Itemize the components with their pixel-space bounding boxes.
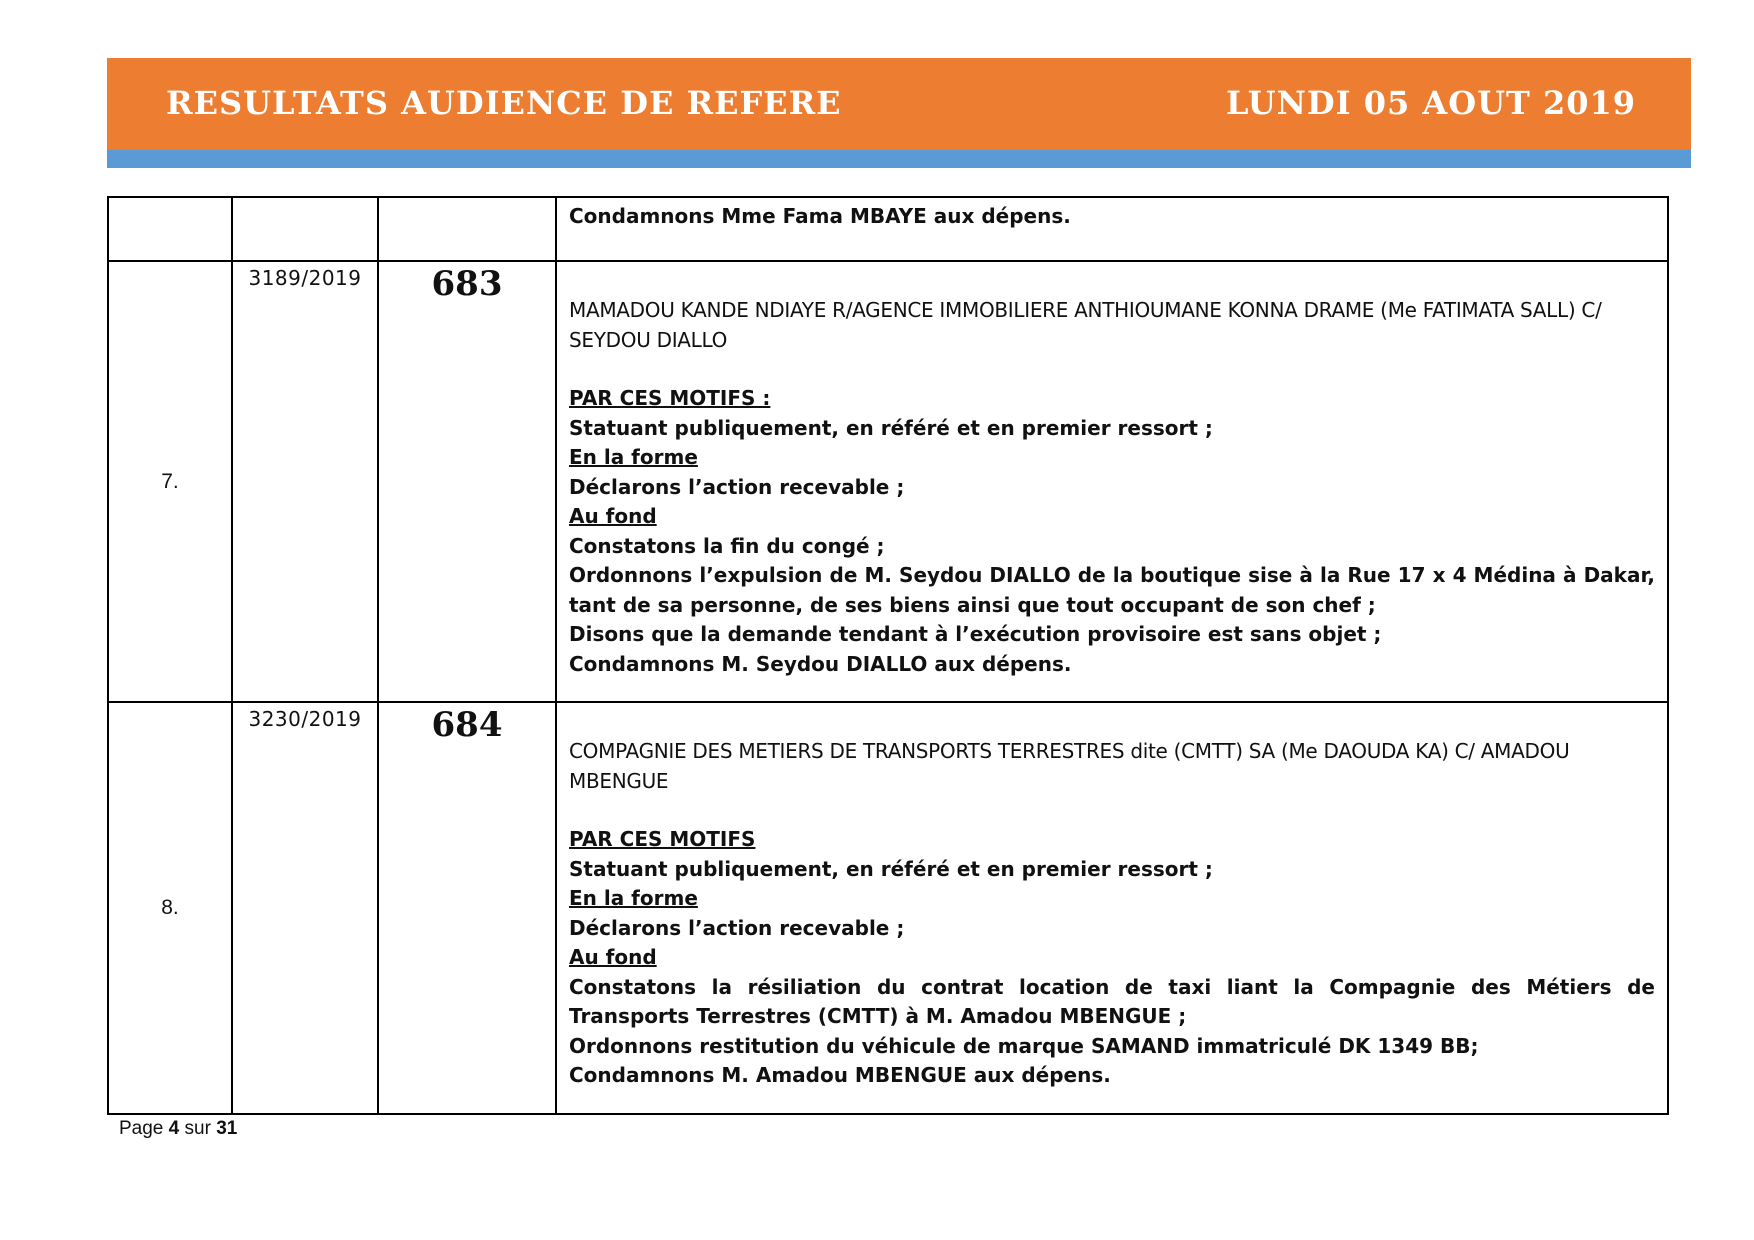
dispositif-line: Condamnons M. Seydou DIALLO aux dépens.: [569, 651, 1072, 676]
ordonnance-cell: [378, 197, 556, 261]
decision-cell: [556, 261, 1668, 702]
num-cell: [108, 197, 232, 261]
motifs-heading: PAR CES MOTIFS: [569, 827, 756, 851]
page-footer: [119, 1118, 237, 1140]
decision-cell: [556, 197, 1668, 261]
parties-text: COMPAGNIE DES METIERS DE TRANSPORTS TERRESTRES dite (CMTT) SA (Me DAOUDA KA) C/ AMADOU MBENGUE: [569, 739, 1570, 793]
dispositif-line: Condamnons M. Amadou MBENGUE aux dépens.: [569, 1063, 1111, 1087]
forme-heading: En la forme: [569, 445, 698, 469]
rg-cell: [232, 197, 378, 261]
forme-heading: En la forme: [569, 886, 698, 910]
dispositif-line: Ordonnons restitution du véhicule de marque SAMAND immatriculé DK 1349 BB;: [569, 1033, 1479, 1058]
total-pages: 31: [216, 1118, 238, 1139]
page-word: Page: [119, 1118, 164, 1139]
table-row: [108, 702, 1668, 1114]
fond-heading: Au fond: [569, 945, 657, 969]
row-number: 8.: [108, 702, 232, 1114]
continuation-row: [108, 197, 1668, 261]
ordonnance-number: 684: [378, 702, 556, 1114]
fond-heading: Au fond: [569, 504, 657, 528]
dispositif-line: Disons que la demande tendant à l’exécution provisoire est sans objet ;: [569, 622, 1382, 646]
rg-number: 3230/2019: [232, 702, 378, 1114]
table-row: [108, 261, 1668, 702]
rg-number: 3189/2019: [232, 261, 378, 702]
of-word: sur: [184, 1118, 211, 1139]
header-date: LUNDI 05 AOUT 2019: [1225, 84, 1636, 122]
declarons-line: Déclarons l’action recevable ;: [569, 915, 905, 940]
dispositif-line: Ordonnons l’expulsion de M. Seydou DIALLO de la boutique sise à la Rue 17 x 4 Médina à Dakar, tant de sa personne, de ses biens ainsi que tout occupant de son chef ;: [569, 563, 1655, 617]
row-number: 7.: [108, 261, 232, 702]
statuant-line: Statuant publiquement, en référé et en premier ressort ;: [569, 856, 1213, 881]
dispositif-line: Constatons la résiliation du contrat location de taxi liant la Compagnie des Métiers de Transports Terrestres (CMTT) à M. Amadou MBENGUE ;: [569, 974, 1655, 1028]
decision-cell: [556, 702, 1668, 1114]
current-page: 4: [168, 1118, 180, 1139]
header-title: RESULTATS AUDIENCE DE REFERE: [166, 84, 842, 122]
statuant-line: Statuant publiquement, en référé et en premier ressort ;: [569, 415, 1213, 440]
continuation-text: Condamnons Mme Fama MBAYE aux dépens.: [569, 204, 1071, 228]
results-table: [107, 196, 1669, 1115]
dispositif-line: Constatons la fin du congé ;: [569, 533, 885, 558]
motifs-heading: PAR CES MOTIFS :: [569, 386, 771, 410]
ordonnance-number: 683: [378, 261, 556, 702]
header-stripe: [107, 150, 1691, 168]
declarons-line: Déclarons l’action recevable ;: [569, 474, 905, 499]
parties-text: MAMADOU KANDE NDIAYE R/AGENCE IMMOBILIERE ANTHIOUMANE KONNA DRAME (Me FATIMATA SALL) C/ SEYDOU DIALLO: [569, 298, 1602, 352]
